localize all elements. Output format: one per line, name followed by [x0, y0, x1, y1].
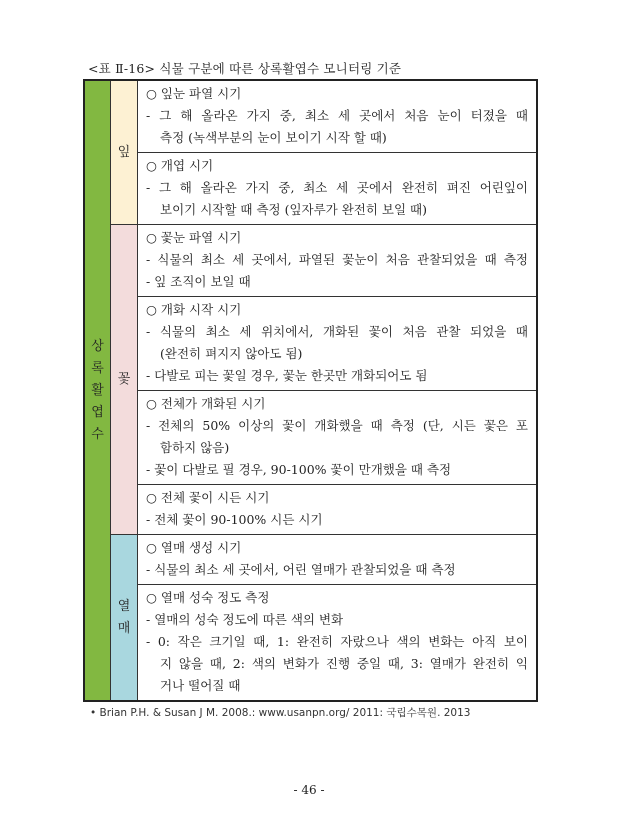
table-row	[84, 80, 537, 153]
criteria-line: - 열매의 성숙 정도에 따른 색의 변화	[146, 612, 344, 627]
criteria-title: ○ 열매 성숙 정도 측정	[146, 590, 270, 605]
criteria-title: ○ 전체 꽃이 시든 시기	[146, 490, 270, 505]
table-row	[84, 485, 537, 535]
criteria-line: (완전히 펴지지 않아도 됨)	[160, 346, 303, 361]
criteria-line: 보이기 시작할 때 측정 (잎자루가 완전히 보일 때)	[160, 202, 427, 217]
criteria-line: - 그 해 올라온 가지 중, 최소 세 곳에서 완전히 펴진 어린잎이	[146, 180, 528, 195]
criteria-cell	[138, 297, 538, 391]
criteria-line: - 꽃이 다발로 필 경우, 90-100% 꽃이 만개했을 때 측정	[146, 462, 452, 477]
criteria-title: ○ 잎눈 파열 시기	[146, 86, 242, 101]
criteria-line: - 다발로 피는 꽃일 경우, 꽃눈 한곳만 개화되어도 됨	[146, 368, 428, 383]
criteria-title: ○ 열매 생성 시기	[146, 540, 242, 555]
criteria-title: ○ 전체가 개화된 시기	[146, 396, 266, 411]
criteria-cell	[138, 585, 538, 702]
criteria-cell	[138, 391, 538, 485]
criteria-cell	[138, 153, 538, 225]
group-label-char: 수	[91, 426, 104, 442]
table-row	[84, 225, 537, 297]
section-label: 꽃	[117, 371, 131, 387]
group-label-char: 엽	[91, 404, 104, 420]
section-label-cell	[111, 225, 138, 535]
table-row	[84, 585, 537, 702]
group-label-char: 상	[91, 338, 104, 354]
table-row	[84, 391, 537, 485]
table-row	[84, 297, 537, 391]
criteria-line: - 전체의 50% 이상의 꽃이 개화했을 때 측정 (단, 시든 꽃은 포	[146, 418, 528, 433]
criteria-line: - 0: 작은 크기일 때, 1: 완전히 자랐으나 색의 변화는 아직 보이	[146, 634, 528, 649]
criteria-line: 측정 (녹색부분의 눈이 보이기 시작 할 때)	[160, 130, 387, 145]
document-body	[83, 61, 538, 720]
table-row	[84, 535, 537, 585]
section-label-cell	[111, 535, 138, 702]
table-caption: <표 Ⅱ-16> 식물 구분에 따른 상록활엽수 모니터링 기준	[88, 61, 402, 76]
criteria-cell	[138, 225, 538, 297]
criteria-line: - 잎 조직이 보일 때	[146, 274, 251, 289]
table-row	[84, 153, 537, 225]
criteria-line: - 식물의 최소 세 곳에서, 파열된 꽃눈이 처음 관찰되었을 때 측정	[146, 252, 528, 267]
criteria-title: ○ 꽃눈 파열 시기	[146, 230, 242, 245]
section-label: 열매	[117, 598, 131, 636]
group-label-char: 록	[91, 360, 104, 376]
criteria-line: 함하지 않음)	[160, 440, 230, 455]
criteria-line: - 식물의 최소 세 곳에서, 어린 열매가 관찰되었을 때 측정	[146, 562, 456, 577]
criteria-cell	[138, 80, 538, 153]
page-number: - 46 -	[293, 783, 325, 797]
criteria-cell	[138, 485, 538, 535]
criteria-line: - 식물의 최소 세 위치에서, 개화된 꽃이 처음 관찰 되었을 때	[146, 324, 528, 339]
group-label-cell	[84, 80, 111, 701]
criteria-line: - 전체 꽃이 90-100% 시든 시기	[146, 512, 323, 527]
monitoring-criteria-table	[83, 79, 538, 702]
footnote: • Brian P.H. & Susan J M. 2008.: www.usanpn.org/ 2011: 국립수목원. 2013	[90, 707, 471, 719]
criteria-line: - 그 해 올라온 가지 중, 최소 세 곳에서 처음 눈이 터졌을 때	[146, 108, 528, 123]
criteria-line: 지 않을 때, 2: 색의 변화가 진행 중일 때, 3: 열매가 완전히 익	[160, 656, 528, 671]
criteria-title: ○ 개화 시작 시기	[146, 302, 242, 317]
criteria-line: 거나 떨어질 때	[160, 678, 241, 693]
section-label-cell	[111, 80, 138, 225]
criteria-cell	[138, 535, 538, 585]
section-label: 잎	[117, 144, 131, 160]
group-label-char: 활	[91, 382, 104, 398]
criteria-title: ○ 개엽 시기	[146, 158, 214, 173]
